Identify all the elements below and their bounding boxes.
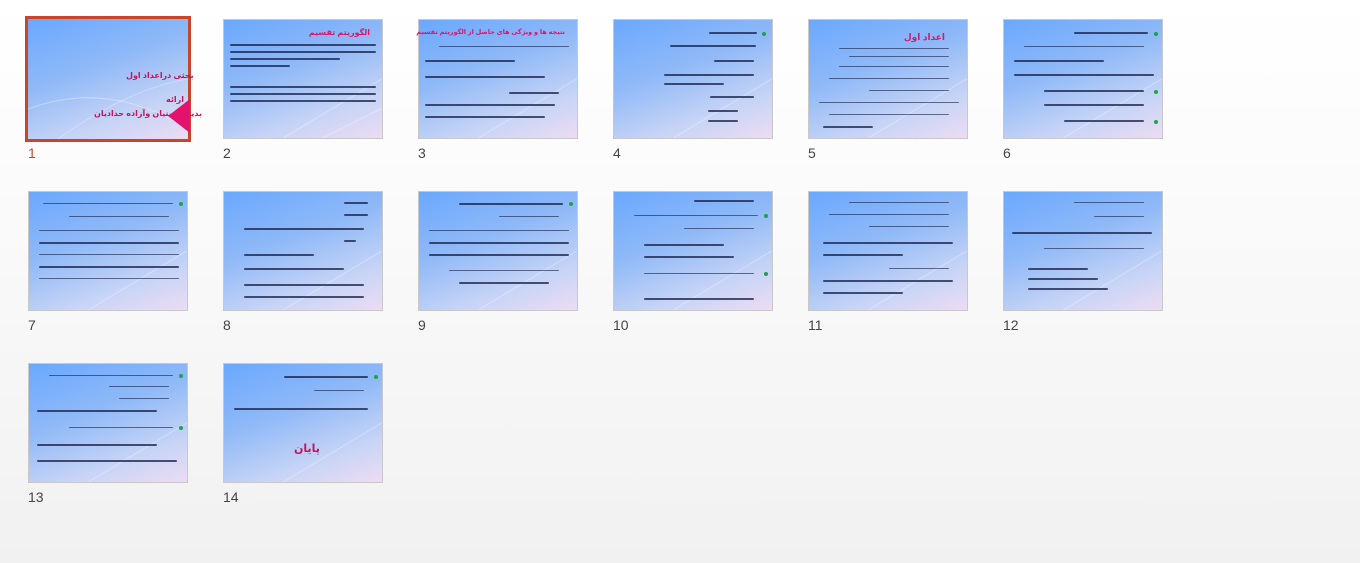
bullet [1154,32,1158,36]
slide-number: 2 [223,145,231,161]
text-line [823,254,903,256]
slide-title-line-3: بدیعه امینیان وآزاده حدادیان [94,109,202,118]
slide-thumbnail-12[interactable] [1003,191,1163,333]
slide-number: 11 [808,317,823,333]
bullet [179,374,183,378]
slide-background-decoration [224,20,382,138]
text-line [1044,104,1144,106]
slide-heading: الگوریتم تقسیم [308,28,370,37]
bullet [374,375,378,379]
slide-preview [418,191,578,311]
text-line [1028,268,1088,270]
text-line [889,268,949,269]
slide-background-decoration [29,192,187,310]
slide-thumbnail-1[interactable] [28,19,202,161]
slide-heading: نتیجه ها و ویژگی های حاصل از الگوریتم تقسیم [416,29,565,36]
text-line [1064,120,1144,122]
bullet [179,426,183,430]
text-line [823,242,953,244]
slide-number: 8 [223,317,231,333]
slide-background-decoration [224,364,382,482]
slide-thumbnail-5[interactable] [808,19,968,161]
text-line [664,83,724,85]
slide-heading: اعداد اول [903,32,945,42]
text-line [644,273,754,274]
text-line [109,386,169,387]
text-line [499,216,559,217]
slide-background-decoration [419,192,577,310]
text-line [429,230,569,231]
text-line [1024,46,1144,47]
text-line [670,45,756,47]
text-line [1094,216,1144,217]
text-line [819,102,959,103]
text-line [1028,288,1108,290]
text-line [244,284,364,286]
text-line [344,240,356,242]
text-line [230,93,376,95]
slide-thumbnail-13[interactable] [28,363,188,505]
text-line [849,56,949,57]
slide-preview [223,191,383,311]
text-line [1028,278,1098,280]
bullet [1154,90,1158,94]
slide-number: 5 [808,145,816,161]
text-line [439,46,569,47]
text-line [1074,32,1148,34]
text-line [869,90,949,91]
slide-preview [28,191,188,311]
text-line [634,215,758,216]
slide-preview [808,19,968,139]
text-line [823,280,953,282]
text-line [829,214,949,215]
slide-background-decoration [614,192,772,310]
text-line [425,104,555,106]
text-line [314,390,364,391]
text-line [230,86,376,88]
text-line [49,375,173,376]
text-line [39,242,179,244]
text-line [710,96,754,98]
bullet [179,202,183,206]
bullet [1154,120,1158,124]
text-line [39,266,179,268]
text-line [230,65,290,67]
slide-preview [808,191,968,311]
text-line [284,376,368,378]
text-line [644,298,754,300]
bullet [764,214,768,218]
slide-number: 7 [28,317,36,333]
text-line [823,126,873,128]
text-line [1012,232,1152,234]
text-line [119,398,169,399]
slide-preview [613,191,773,311]
text-line [509,92,559,94]
slide-number: 6 [1003,145,1011,161]
text-line [869,226,949,227]
text-line [839,66,949,67]
text-line [708,120,738,122]
text-line [344,214,368,216]
text-line [849,202,949,203]
bullet [764,272,768,276]
text-line [344,202,368,204]
text-line [234,408,368,410]
slide-preview [613,19,773,139]
text-line [37,460,177,462]
text-line [644,256,734,258]
slide-thumbnail-10[interactable] [613,191,773,333]
slide-background-decoration [224,192,382,310]
text-line [1014,74,1154,76]
text-line [39,254,179,255]
text-line [1014,60,1104,62]
text-line [230,51,376,53]
slide-preview [1003,191,1163,311]
text-line [429,254,569,256]
slide-number: 14 [223,489,239,505]
bullet [569,202,573,206]
text-line [37,410,157,412]
slide-title-line-2: ارائه [166,95,184,104]
text-line [714,60,754,62]
slide-preview [223,19,383,139]
text-line [459,282,549,284]
slide-thumbnail-2[interactable] [223,19,383,161]
slide-thumbnail-4[interactable] [613,19,773,161]
text-line [644,244,724,246]
slide-thumbnail-11[interactable] [808,191,968,333]
slide-preview [25,16,202,142]
text-line [39,230,179,231]
text-line [69,427,173,428]
text-line [244,268,344,270]
text-line [449,270,559,271]
text-line [1074,202,1144,203]
text-line [829,78,949,79]
slide-thumbnail-6[interactable] [1003,19,1163,161]
text-line [425,116,545,118]
text-line [1044,90,1144,92]
slide-preview [1003,19,1163,139]
text-line [429,242,569,244]
slide-background-decoration [419,20,577,138]
slide-thumbnail-3[interactable] [416,19,578,161]
triangle-decoration [168,99,190,133]
text-line [425,76,545,78]
text-line [230,100,376,102]
text-line [1044,248,1144,249]
text-line [425,60,515,62]
slide-preview [223,363,383,483]
slide-number: 9 [418,317,426,333]
slide-thumbnail-9[interactable] [418,191,578,333]
slide-preview [418,19,578,139]
text-line [823,292,903,294]
text-line [664,74,754,76]
slide-preview [28,363,188,483]
text-line [244,254,314,256]
slide-thumbnail-8[interactable] [223,191,383,333]
text-line [694,200,754,202]
text-line [43,203,173,204]
slide-number: 12 [1003,317,1019,333]
slide-thumbnail-14[interactable] [223,363,383,505]
slide-background-decoration [614,20,772,138]
text-line [459,203,563,205]
bullet [762,32,766,36]
slide-end-text: پایان [294,443,320,455]
text-line [39,278,179,279]
text-line [230,58,340,60]
text-line [244,228,364,230]
text-line [37,444,157,446]
slide-number: 13 [28,489,44,505]
slide-number: 4 [613,145,621,161]
slide-background-decoration [29,364,187,482]
text-line [230,44,376,46]
text-line [709,32,757,34]
text-line [708,110,738,112]
text-line [829,114,949,115]
slide-number: 10 [613,317,629,333]
text-line [244,296,364,298]
text-line [684,228,754,229]
slide-number: 1 [28,145,36,161]
slide-thumbnail-7[interactable] [28,191,188,333]
slide-number: 3 [418,145,426,161]
text-line [69,216,169,217]
text-line [839,48,949,49]
slide-title-line-1: بحثی دراعداد اول [126,71,194,80]
slide-background-decoration [1004,192,1162,310]
